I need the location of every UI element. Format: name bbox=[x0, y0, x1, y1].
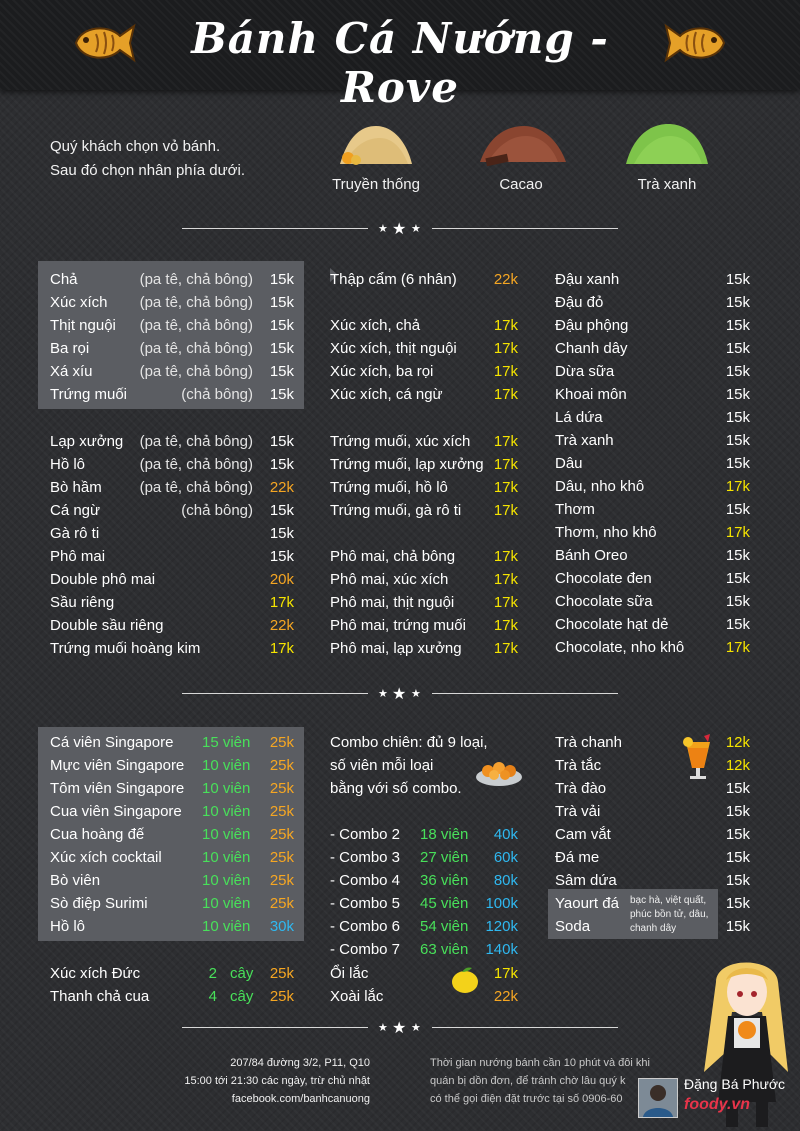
menu-item-qty: 10 viên bbox=[202, 849, 251, 866]
menu-item-price: 15k bbox=[725, 340, 750, 357]
menu-item-name: Dừa sữa bbox=[555, 363, 615, 380]
menu-item-name: Thơm bbox=[555, 501, 595, 518]
menu-item-price: 17k bbox=[269, 640, 294, 657]
cacao-powder-icon bbox=[478, 122, 568, 170]
combo-item-qty: 54 viên bbox=[420, 918, 469, 935]
menu-item-name: Mực viên Singapore bbox=[50, 757, 185, 774]
menu-item-name: Cá viên Singapore bbox=[50, 734, 174, 751]
menu-item-name: Đậu phộng bbox=[555, 317, 629, 334]
menu-item-price: 25k bbox=[269, 757, 294, 774]
combo-item-price: 100k bbox=[485, 895, 518, 912]
menu-item-price: 25k bbox=[269, 849, 294, 866]
menu-item-price: 17k bbox=[493, 340, 518, 357]
menu-item-name: Trứng muối bbox=[50, 386, 128, 403]
menu-item-price: 15k bbox=[269, 525, 294, 542]
menu-item-name: Xá xíu bbox=[50, 363, 93, 380]
menu-item-price: 15k bbox=[269, 433, 294, 450]
menu-item-name: Ba rọi bbox=[50, 340, 90, 357]
combo-item-price: 80k bbox=[493, 872, 518, 889]
combo-desc-3: bằng với số combo. bbox=[330, 780, 462, 797]
menu-item-price: 15k bbox=[725, 780, 750, 797]
menu-item-name: Trà xanh bbox=[555, 432, 614, 449]
menu-item-name: Ổi lắc bbox=[330, 965, 369, 982]
avatar bbox=[638, 1078, 678, 1118]
menu-item-qty: 10 viên bbox=[202, 780, 251, 797]
menu-item-price: 15k bbox=[269, 363, 294, 380]
menu-item-name: Sầu riêng bbox=[50, 594, 115, 611]
soda-flavor-line-1: bạc hà, việt quất, bbox=[630, 895, 707, 906]
menu-item-name: Sâm dứa bbox=[555, 872, 617, 889]
menu-item-price: 15k bbox=[269, 340, 294, 357]
menu-item-price: 25k bbox=[269, 780, 294, 797]
menu-item-price: 12k bbox=[725, 734, 750, 751]
combo-item-name: - Combo 6 bbox=[330, 918, 401, 935]
menu-item-price: 15k bbox=[725, 501, 750, 518]
menu-item-name: Chocolate hạt dẻ bbox=[555, 616, 669, 633]
menu-item-name: Xúc xích bbox=[50, 294, 108, 311]
menu-item-unit: cây bbox=[230, 988, 254, 1005]
menu-item-name: Hồ lô bbox=[50, 918, 86, 935]
menu-item-name: Khoai môn bbox=[555, 386, 627, 403]
menu-item-qty: 10 viên bbox=[202, 803, 251, 820]
menu-item-price: 15k bbox=[269, 317, 294, 334]
menu-item-price: 25k bbox=[269, 965, 294, 982]
menu-item-price: 20k bbox=[269, 571, 294, 588]
menu-item-price: 15k bbox=[725, 317, 750, 334]
combo-item-name: - Combo 3 bbox=[330, 849, 401, 866]
menu-item-price: 15k bbox=[725, 803, 750, 820]
menu-item-qty: 4 bbox=[208, 988, 217, 1005]
menu-item-price: 17k bbox=[493, 363, 518, 380]
footer-facebook: facebook.com/banhcanuong bbox=[231, 1093, 370, 1105]
crust-label-matcha: Trà xanh bbox=[637, 176, 697, 193]
menu-item-note: (pa tê, chả bông) bbox=[139, 294, 253, 311]
menu-item-price: 25k bbox=[269, 734, 294, 751]
menu-item-name: Xúc xích Đức bbox=[50, 965, 141, 982]
menu-item-price: 17k bbox=[493, 965, 518, 982]
menu-item-name: Xúc xích, chả bbox=[330, 317, 421, 334]
menu-item-name: Hồ lô bbox=[50, 456, 86, 473]
menu-item-name: Tôm viên Singapore bbox=[50, 780, 185, 797]
menu-item-qty: 15 viên bbox=[202, 734, 251, 751]
menu-item-price: 15k bbox=[725, 294, 750, 311]
menu-item-price: 17k bbox=[269, 594, 294, 611]
menu-item-price: 15k bbox=[725, 432, 750, 449]
menu-item-name: Cá ngừ bbox=[50, 502, 101, 519]
menu-item-qty: 10 viên bbox=[202, 918, 251, 935]
menu-item-name: Phô mai, thịt nguội bbox=[330, 594, 455, 611]
menu-item-price: 15k bbox=[269, 456, 294, 473]
menu-item-note: (pa tê, chả bông) bbox=[139, 317, 253, 334]
soda-flavor-line-2: phúc bồn tử, dâu, bbox=[630, 909, 709, 920]
menu-item-price: 25k bbox=[269, 826, 294, 843]
menu-item-name: Đậu xanh bbox=[555, 271, 620, 288]
menu-item-name: Phô mai, xúc xích bbox=[330, 571, 449, 588]
menu-item-note: (pa tê, chả bông) bbox=[139, 433, 253, 450]
menu-item-name: Trà tắc bbox=[555, 757, 602, 774]
menu-item-price: 15k bbox=[725, 872, 750, 889]
menu-item-price: 17k bbox=[493, 317, 518, 334]
menu-item-price: 15k bbox=[725, 895, 750, 912]
combo-item-qty: 18 viên bbox=[420, 826, 469, 843]
menu-item-name: Trứng muối, lạp xưởng bbox=[330, 456, 484, 473]
page-title: Bánh Cá Nướng - Rove bbox=[191, 14, 609, 112]
menu-item-price: 17k bbox=[493, 571, 518, 588]
menu-item-name: Trứng muối, hồ lô bbox=[330, 479, 448, 496]
menu-item-name: Chocolate đen bbox=[555, 570, 652, 587]
header-bar bbox=[0, 0, 800, 112]
footer-address: 207/84 đường 3/2, P11, Q10 bbox=[230, 1057, 370, 1069]
menu-item-name: Thịt nguội bbox=[50, 317, 116, 334]
menu-item-name: Đậu đỏ bbox=[555, 294, 604, 311]
menu-item-name: Trứng muối, xúc xích bbox=[330, 433, 471, 450]
menu-item-price: 15k bbox=[725, 918, 750, 935]
combo-item-qty: 63 viên bbox=[420, 941, 469, 958]
combo-item-price: 140k bbox=[485, 941, 518, 958]
matcha-powder-icon bbox=[624, 120, 710, 170]
fish-cake-icon bbox=[68, 18, 138, 68]
menu-item-price: 17k bbox=[725, 478, 750, 495]
menu-item-price: 17k bbox=[493, 433, 518, 450]
menu-item-qty: 10 viên bbox=[202, 872, 251, 889]
combo-item-price: 40k bbox=[493, 826, 518, 843]
menu-item-name: Chocolate, nho khô bbox=[555, 639, 685, 656]
menu-item-name: Dâu bbox=[555, 455, 583, 472]
menu-item-name: Trà đào bbox=[555, 780, 607, 797]
menu-item-note: (pa tê, chả bông) bbox=[139, 456, 253, 473]
menu-item-price: 15k bbox=[725, 849, 750, 866]
menu-item-name: Sò điệp Surimi bbox=[50, 895, 148, 912]
menu-item-price: 15k bbox=[269, 294, 294, 311]
menu-item-price: 25k bbox=[269, 803, 294, 820]
menu-item-price: 17k bbox=[725, 524, 750, 541]
menu-item-price: 17k bbox=[493, 548, 518, 565]
combo-item-name: - Combo 2 bbox=[330, 826, 401, 843]
menu-item-qty: 2 bbox=[208, 965, 217, 982]
footer-note-3: có thể gọi điện đặt trước tại số 0906-60 bbox=[430, 1093, 623, 1105]
menu-item-name: Thanh chả cua bbox=[50, 988, 150, 1005]
menu-item-price: 15k bbox=[725, 363, 750, 380]
menu-item-note: (chả bông) bbox=[181, 502, 253, 519]
cocktail-icon bbox=[680, 734, 716, 782]
menu-item-qty: 10 viên bbox=[202, 757, 251, 774]
menu-item-price: 15k bbox=[725, 386, 750, 403]
menu-item-price: 22k bbox=[269, 617, 294, 634]
menu-item-name: Trứng muối, gà rô ti bbox=[330, 502, 462, 519]
menu-item-name: Xúc xích, cá ngừ bbox=[330, 386, 443, 403]
combo-item-qty: 27 viên bbox=[420, 849, 469, 866]
menu-item-name: Phô mai, chả bông bbox=[330, 548, 456, 565]
menu-item-note: (pa tê, chả bông) bbox=[139, 271, 253, 288]
combo-item-name: - Combo 7 bbox=[330, 941, 401, 958]
menu-item-name: Trứng muối hoàng kim bbox=[50, 640, 201, 657]
menu-item-unit: cây bbox=[230, 965, 254, 982]
intro-line-2: Sau đó chọn nhân phía dưới. bbox=[50, 162, 246, 179]
intro-line-1: Quý khách chọn vỏ bánh. bbox=[50, 138, 221, 155]
menu-item-name: Phô mai, lạp xưởng bbox=[330, 640, 462, 657]
menu-item-name: Chanh dây bbox=[555, 340, 628, 357]
combo-desc-1: Combo chiên: đủ 9 loại, bbox=[330, 734, 488, 751]
section-divider: ★ ★ ★ bbox=[182, 222, 618, 236]
menu-item-note: (chả bông) bbox=[181, 386, 253, 403]
menu-item-price: 12k bbox=[725, 757, 750, 774]
section-divider: ★ ★ ★ bbox=[182, 1021, 618, 1035]
menu-item-name: Gà rô ti bbox=[50, 525, 100, 542]
combo-item-name: - Combo 5 bbox=[330, 895, 401, 912]
menu-item-price: 22k bbox=[493, 271, 518, 288]
menu-item-name: Lá dứa bbox=[555, 409, 603, 426]
soda-flavor-line-3: chanh dây bbox=[630, 923, 677, 934]
menu-item-price: 15k bbox=[269, 386, 294, 403]
menu-item-name: Dâu, nho khô bbox=[555, 478, 645, 495]
menu-item-name: Xúc xích, thịt nguội bbox=[330, 340, 457, 357]
menu-item-qty: 10 viên bbox=[202, 895, 251, 912]
combo-item-qty: 36 viên bbox=[420, 872, 469, 889]
footer-note-2: quán bị dồn đơn, để tránh chờ lâu quý k bbox=[430, 1075, 626, 1087]
menu-item-name: Đá me bbox=[555, 849, 600, 866]
crust-label-traditional: Truyền thống bbox=[332, 176, 420, 193]
menu-item-name: Thập cẩm (6 nhân) bbox=[330, 271, 457, 288]
menu-item-note: (pa tê, chả bông) bbox=[139, 363, 253, 380]
footer-note-1: Thời gian nướng bánh cần 10 phút và đôi khi bbox=[430, 1057, 650, 1069]
menu-item-name: Phô mai, trứng muối bbox=[330, 617, 466, 634]
menu-item-name: Thơm, nho khô bbox=[555, 524, 657, 541]
combo-item-qty: 45 viên bbox=[420, 895, 469, 912]
menu-item-name: Chocolate sữa bbox=[555, 593, 653, 610]
menu-item-name: Trà chanh bbox=[555, 734, 622, 751]
footer-hours: 15:00 tới 21:30 các ngày, trừ chủ nhật bbox=[184, 1075, 370, 1087]
menu-item-name: Lạp xưởng bbox=[50, 433, 124, 450]
menu-item-name: Cua viên Singapore bbox=[50, 803, 182, 820]
menu-item-price: 15k bbox=[725, 547, 750, 564]
section-divider: ★ ★ ★ bbox=[182, 687, 618, 701]
menu-item-name: Xúc xích cocktail bbox=[50, 849, 162, 866]
menu-item-name: Phô mai bbox=[50, 548, 106, 565]
fried-balls-bowl-icon bbox=[474, 757, 524, 787]
combo-item-name: - Combo 4 bbox=[330, 872, 401, 889]
menu-item-price: 22k bbox=[269, 479, 294, 496]
user-name: Đặng Bá Phước bbox=[684, 1076, 786, 1092]
menu-item-price: 15k bbox=[725, 593, 750, 610]
menu-item-price: 25k bbox=[269, 988, 294, 1005]
menu-item-name: Chả bbox=[50, 271, 78, 288]
lemon-icon bbox=[448, 966, 482, 996]
menu-item-name: Soda bbox=[555, 918, 591, 935]
menu-item-price: 15k bbox=[269, 502, 294, 519]
combo-item-price: 60k bbox=[493, 849, 518, 866]
menu-item-name: Double sầu riêng bbox=[50, 617, 164, 634]
menu-item-price: 17k bbox=[493, 617, 518, 634]
menu-item-note: (pa tê, chả bông) bbox=[139, 340, 253, 357]
fish-cake-icon bbox=[662, 18, 732, 68]
foody-logo: foody.vn bbox=[684, 1096, 751, 1113]
user-icon bbox=[639, 1079, 677, 1117]
menu-item-name: Bò viên bbox=[50, 872, 101, 889]
menu-item-name: Bò hầm bbox=[50, 479, 102, 496]
menu-item-name: Bánh Oreo bbox=[555, 547, 628, 564]
menu-item-price: 17k bbox=[493, 479, 518, 496]
menu-item-qty: 10 viên bbox=[202, 826, 251, 843]
menu-item-price: 17k bbox=[493, 502, 518, 519]
menu-item-price: 25k bbox=[269, 895, 294, 912]
menu-item-name: Xúc xích, ba rọi bbox=[330, 363, 434, 380]
menu-item-price: 25k bbox=[269, 872, 294, 889]
menu-item-price: 17k bbox=[493, 456, 518, 473]
traditional-powder-icon bbox=[336, 120, 416, 172]
menu-item-price: 15k bbox=[725, 455, 750, 472]
menu-item-name: Yaourt đá bbox=[555, 895, 619, 912]
menu-item-name: Cua hoàng đế bbox=[50, 826, 145, 843]
combo-item-price: 120k bbox=[485, 918, 518, 935]
menu-item-name: Double phô mai bbox=[50, 571, 156, 588]
menu-item-price: 15k bbox=[269, 548, 294, 565]
menu-item-price: 17k bbox=[725, 639, 750, 656]
menu-item-price: 15k bbox=[269, 271, 294, 288]
menu-item-name: Trà vải bbox=[555, 803, 601, 820]
menu-item-name: Xoài lắc bbox=[330, 988, 384, 1005]
menu-item-price: 17k bbox=[493, 386, 518, 403]
menu-item-note: (pa tê, chả bông) bbox=[139, 479, 253, 496]
menu-item-price: 22k bbox=[493, 988, 518, 1005]
menu-item-price: 15k bbox=[725, 616, 750, 633]
combo-desc-2: số viên mỗi loại bbox=[330, 757, 434, 774]
menu-item-price: 30k bbox=[269, 918, 294, 935]
menu-item-price: 15k bbox=[725, 271, 750, 288]
menu-item-price: 17k bbox=[493, 594, 518, 611]
menu-item-price: 15k bbox=[725, 570, 750, 587]
menu-item-price: 15k bbox=[725, 826, 750, 843]
menu-item-name: Cam vắt bbox=[555, 826, 611, 843]
menu-item-price: 15k bbox=[725, 409, 750, 426]
menu-item-price: 17k bbox=[493, 640, 518, 657]
crust-label-cacao: Cacao bbox=[499, 176, 543, 193]
